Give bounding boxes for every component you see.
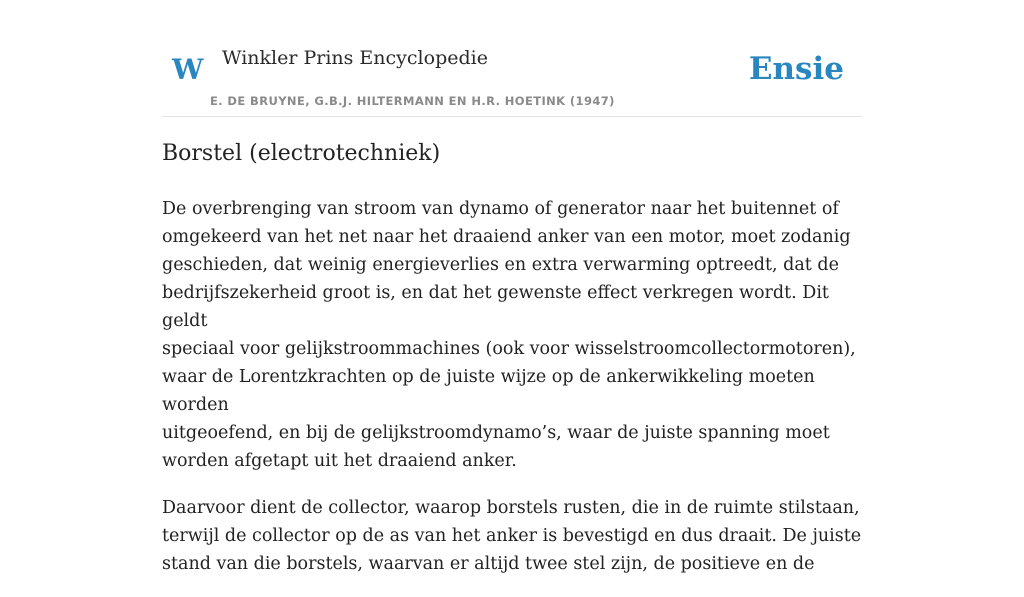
- byline: E. DE BRUYNE, G.B.J. HILTERMANN EN H.R. HOETINK (1947): [210, 94, 615, 108]
- winkler-prins-logo[interactable]: W: [172, 53, 204, 86]
- site-title[interactable]: Winkler Prins Encyclopedie: [222, 47, 488, 69]
- site-header: [162, 40, 862, 117]
- ensie-brand-link[interactable]: Ensie: [748, 51, 844, 87]
- article: [162, 138, 862, 597]
- article-paragraph: Daarvoor dient de collector, waarop borstels rusten, die in de ruimte stilstaan, terwijl de collector op de as van het anker is bevestigd en dus draait. De juiste stand van die borstels, waarvan er altijd twee stel zijn, de positieve en de: [162, 498, 862, 574]
- article-title: Borstel (electrotechniek): [162, 141, 441, 166]
- article-paragraph: De overbrenging van stroom van dynamo of generator naar het buitennet of omgekeerd van het net naar het draaiend anker van een motor, moet zodanig geschieden, dat weinig energieverlies en extra verwarming optreedt, dat de bedrijfszekerheid groot is, en dat het gewenste effect verkregen wordt. Dit geldt speciaal voor gelijkstroommachines (ook voor wisselstroomcollectormotoren), waar de Lorentzkrachten op de juiste wijze op de ankerwikkeling moeten worden uitgeoefend, en bij de gelijkstroomdynamo’s, waar de juiste spanning moet worden afgetapt uit het draaiend anker.: [162, 199, 856, 471]
